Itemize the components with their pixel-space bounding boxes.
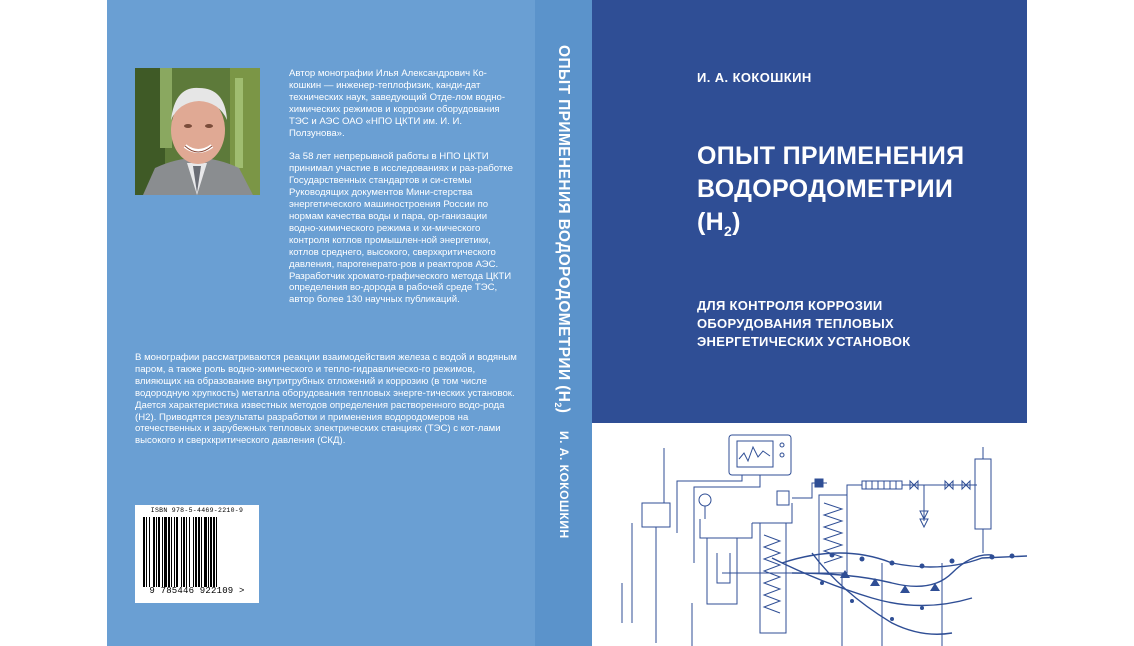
barcode-bar — [164, 517, 167, 587]
title-line — [697, 206, 964, 248]
barcode-bars — [143, 517, 251, 587]
spine-title — [553, 45, 572, 413]
book-cover — [107, 0, 1027, 646]
barcode-bar — [158, 517, 160, 587]
cover-title — [697, 140, 964, 248]
barcode-bar — [168, 517, 170, 587]
spine-title-end: ) — [555, 407, 572, 414]
book-description — [135, 352, 517, 447]
barcode-digits: 9 785446 922109 > — [149, 586, 245, 596]
barcode-bar — [146, 517, 147, 587]
cover-subtitle — [697, 297, 911, 351]
spine-author: И. А. КОКОШКИН — [557, 431, 571, 539]
subtitle-line: ОБОРУДОВАНИЯ ТЕПЛОВЫХ — [697, 316, 894, 331]
barcode-bar — [156, 517, 157, 587]
author-biography — [289, 68, 519, 318]
barcode-bar — [204, 517, 207, 587]
barcode-bar — [201, 517, 202, 587]
barcode-bar — [181, 517, 182, 587]
barcode-bar — [149, 517, 150, 587]
description-paragraph: В монографии рассматриваются реакции взаимодействия железа с водой и водяным паром, а также роль водно-химического и тепло-гидравлическо-го режимов, влияющих на образование внутритрубных отложений и коррозию (в том числе водородную хрупкость) металла оборудования тепловых энерге-тических установок. — [135, 352, 517, 399]
bio-paragraph: Автор монографии Илья Александрович Ко-кошкин — инженер-теплофизик, канди-дат технических наук, заведующий Отде-лом водно-химических режимов и коррозии оборудования ТЭС и АЭС ОАО «НПО ЦКТИ им. И. И. Ползунова». — [289, 68, 506, 139]
bio-paragraph: За 58 лет непрерывной работы в НПО ЦКТИ принимал участие в исследованиях и раз-работке Государственных стандартов и си-стемы Руководящих документов Мини-стерства энергетического машиностроения России по нормам качества воды и пара, ор-ганизации водно-химического режима и хи-мического контроля котлов промышлен-ной энергетики, котлов среднего, высокого, сверхкритического давления, парогенерато-ров и реакторов АЭС. Разработчик хромато-графического метода ЦКТИ определения во-дорода в рабочей среде ТЭС, автор более 130 научных публикаций. — [289, 151, 513, 306]
barcode-bar — [176, 517, 178, 587]
title-formula: (H — [697, 208, 724, 236]
title-line: ОПЫТ ПРИМЕНЕНИЯ — [697, 142, 965, 170]
barcode-bar — [208, 517, 209, 587]
barcode-bar — [162, 517, 163, 587]
barcode-bar — [183, 517, 185, 587]
isbn-label: ISBN 978-5-4469-2210-9 — [150, 507, 244, 514]
cover-author: И. А. КОКОШКИН — [697, 70, 812, 85]
barcode-bar — [193, 517, 194, 587]
subtitle-line: ЭНЕРГЕТИЧЕСКИХ УСТАНОВОК — [697, 334, 911, 349]
barcode-bar — [189, 517, 190, 587]
barcode-bar — [174, 517, 175, 587]
title-subscript: 2 — [723, 223, 733, 239]
title-formula-end: ) — [732, 208, 741, 236]
subtitle-line: ДЛЯ КОНТРОЛЯ КОРРОЗИИ — [697, 298, 883, 313]
barcode-bar — [195, 517, 197, 587]
barcode-bar — [216, 517, 217, 587]
barcode-bar — [171, 517, 172, 587]
barcode-bar — [186, 517, 187, 587]
title-line: ВОДОРОДОМЕТРИИ — [697, 175, 954, 203]
isbn-barcode — [135, 505, 259, 603]
barcode-bar — [143, 517, 145, 587]
barcode-bar — [153, 517, 155, 587]
barcode-bar — [210, 517, 212, 587]
technical-scheme-illustration — [592, 423, 1027, 646]
spine-title-text: ОПЫТ ПРИМЕНЕНИЯ ВОДОРОДОМЕТРИИ (H — [555, 45, 572, 403]
barcode-bar — [213, 517, 215, 587]
barcode-bar — [198, 517, 200, 587]
description-paragraph: Дается характеристика известных методов определения растворенного водо-рода (H2). Приводятся результаты разработки и применения водородомеров на отечественных и зарубежных тепловых электрических станциях (ТЭС) с кот-лами высокого и сверхкритического давления (СКД). — [135, 399, 505, 447]
spine-title-subscript: 2 — [552, 402, 563, 408]
author-photo — [135, 68, 260, 195]
